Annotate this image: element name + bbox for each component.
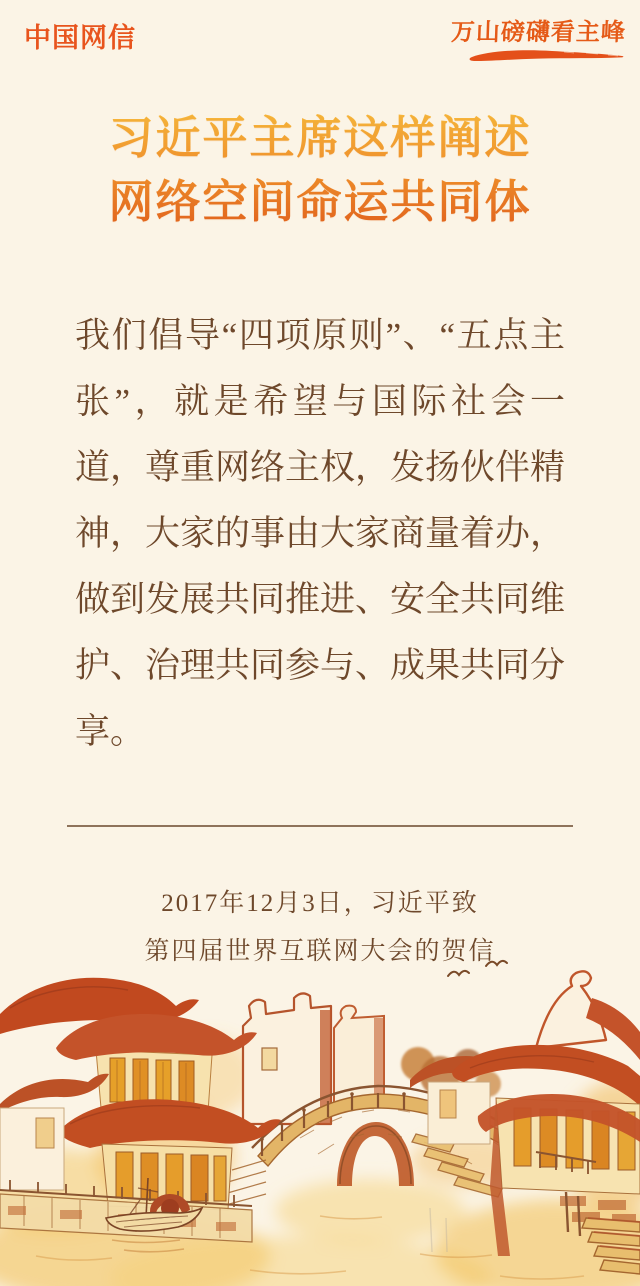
campaign-slogan (451, 12, 626, 63)
attribution-line-1: 2017年12月3日，习近平致 (161, 890, 479, 917)
brush-stroke-underline-icon (468, 49, 626, 63)
title-line-2: 网络空间命运共同体 (108, 177, 532, 227)
slogan-text: 万山磅礴看主峰 (450, 19, 627, 46)
quote-text: 我们倡导“四项原则”、“五点主张”，就是希望与国际社会一道，尊重网络主权，发扬伙伴精神，大家的事由大家商量着办，做到发展共同推进、安全共同维护、治理共同参与、成果共同分享。 (75, 316, 566, 751)
left-buildings (0, 978, 281, 1242)
watertown-illustration (0, 956, 640, 1286)
poster-title (0, 106, 640, 234)
brand-logo: 中国网信 (24, 23, 136, 53)
attribution-line-2: 第四届世界互联网大会的贺信 (144, 938, 496, 965)
swallow-birds-icon (448, 961, 507, 976)
divider-line (67, 825, 573, 827)
header (0, 0, 640, 64)
title-line-1: 习近平主席这样阐述 (108, 113, 532, 163)
